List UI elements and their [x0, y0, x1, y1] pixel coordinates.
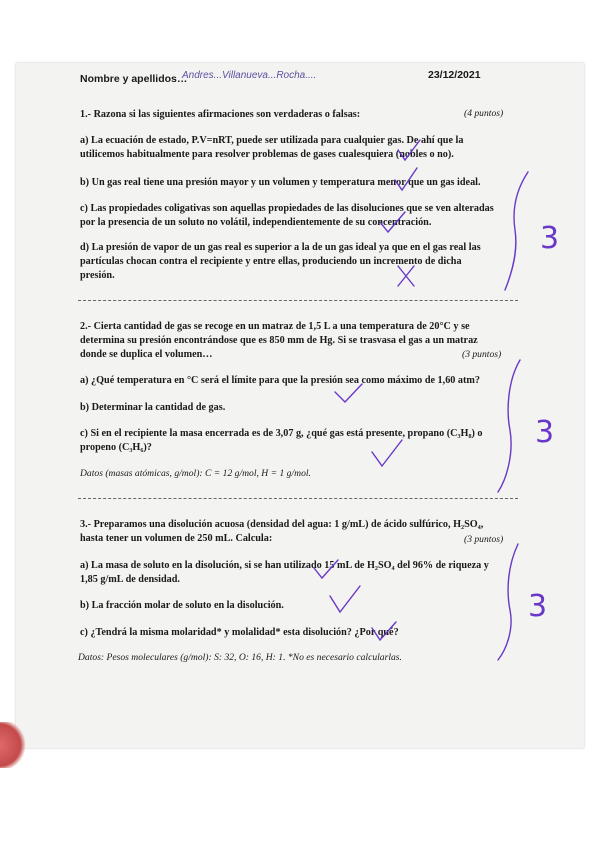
q2-check-mark [372, 440, 402, 466]
q2-intro-line3: donde se duplica el volumen… [80, 349, 213, 360]
student-name-handwritten: Andres...Villanueva...Rocha.... [182, 70, 317, 81]
q3-a-line2: 1,85 g/mL de densidad. [80, 574, 180, 585]
q2-grade: 3 [535, 415, 555, 450]
q3-bracket-mark [498, 544, 518, 660]
q1-c-tick [380, 212, 405, 232]
q3-datos: Datos: Pesos moleculares (g/mol): S: 32, O: 16, H: 1. *No es necesario calcularlas. [78, 652, 402, 663]
q1-cross-mark [398, 266, 414, 286]
q2-intro-line1: 2.- Cierta cantidad de gas se recoge en un matraz de 1,5 L a una temperatura de 20°C y se [80, 321, 470, 332]
q2-ticks [335, 384, 362, 402]
q2-bracket-mark [498, 360, 520, 492]
q1-title: 1.- Razona si las siguientes afirmaciones son verdaderas o falsas: [80, 109, 361, 120]
name-label: Nombre y apellidos… [80, 73, 188, 85]
q1-a-tick [398, 140, 420, 160]
q1-grade: 3 [540, 221, 560, 256]
q1-d-line1: d) La presión de vapor de un gas real es superior a la de un gas ideal ya que en el gas real las [80, 242, 481, 253]
q2-a: a) ¿Qué temperatura en °C será el límite para que la presión sea como máximo de 1,60 atm? [80, 375, 481, 386]
q3-c: c) ¿Tendrá la misma molaridad* y molalidad* esta disolución? ¿Por qué? [80, 627, 399, 638]
q1-c-line2: por la presencia de un soluto no volátil, independientemente de su concentración. [80, 217, 432, 228]
q2-c-line2: propeno (C₃H₆)? [80, 442, 152, 453]
q2-intro-line2: determina su presión encontrándose que es 850 mm de Hg. Si se trasvasa el gas a un matraz [80, 335, 478, 346]
q1-bracket-mark [505, 172, 528, 290]
q1-d-line3: presión. [80, 270, 115, 281]
q2-datos: Datos (masas atómicas, g/mol): C = 12 g/mol, H = 1 g/mol. [80, 468, 311, 479]
q2-c-line1: c) Si en el recipiente la masa encerrada es de 3,07 g, ¿qué gas está presente, propano (C₃H₈) o [80, 428, 483, 439]
q3-tick-c [372, 622, 396, 640]
q1-a-line2: utilicemos habitualmente para resolver problemas de gases cualesquiera (nobles o no). [80, 149, 454, 160]
q3-b: b) La fracción molar de soluto en la disolución. [80, 600, 284, 611]
q3-intro-line2: hasta tener un volumen de 250 mL. Calcula: [80, 533, 273, 544]
q3-a-line1: a) La masa de soluto en la disolución, si se han utilizado 15 mL de H₂SO₄ del 96% de riqueza y [80, 560, 489, 571]
q3-tick-a [314, 560, 338, 578]
q3-points: (3 puntos) [464, 534, 504, 545]
q2-points: (3 puntos) [462, 349, 502, 360]
q2-b: b) Determinar la cantidad de gas. [80, 402, 226, 413]
q1-a-line1: a) La ecuación de estado, P.V=nRT, puede ser utilizada para cualquier gas. De ahí que la [80, 135, 464, 146]
q1-b-line1: b) Un gas real tiene una presión mayor y un volumen y temperatura menor que un gas ideal. [80, 177, 481, 188]
exam-date: 23/12/2021 [428, 69, 481, 81]
q1-c-line1: c) Las propiedades coligativas son aquellas propiedades de las disoluciones que se ven alteradas [80, 203, 494, 214]
q3-intro-line1: 3.- Preparamos una disolución acuosa (densidad del agua: 1 g/mL) de ácido sulfúrico, H₂SO₄, [80, 519, 484, 530]
q3-grade: 3 [528, 589, 548, 624]
q1-d-line2: partículas chocan contra el recipiente y entre ellas, produciendo un incremento de dicha [80, 256, 462, 267]
q3-check-b [330, 586, 360, 612]
q1-points: (4 puntos) [464, 108, 504, 119]
q1-b-tick [395, 168, 417, 190]
